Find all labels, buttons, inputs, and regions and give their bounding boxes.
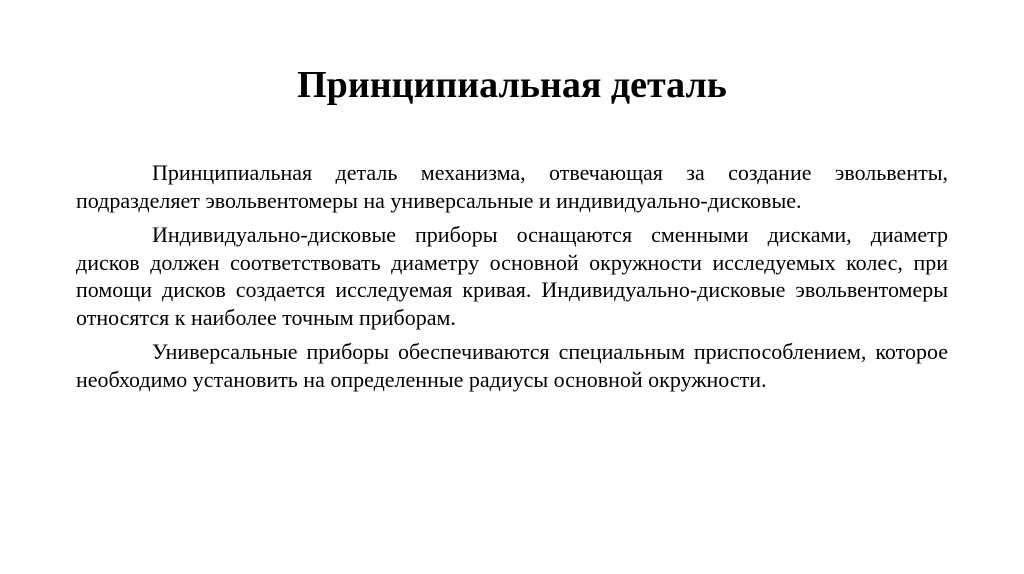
paragraph-principal-part: Принципиальная деталь механизма, отвечающая за создание эвольвенты, подразделяет эвольвентомеры на универсальные и индивидуально-дисковые. <box>76 160 948 213</box>
slide-title: Принципиальная деталь <box>297 64 727 106</box>
slide-body <box>76 159 948 400</box>
paragraph-individual-disc: Индивидуально-дисковые приборы оснащаются сменными дисками, диаметр дисков должен соответствовать диаметру основной окружности исследуемых колес, при помощи дисков создается исследуемая кривая. Индивидуально-дисковые эвольвентомеры относятся к наиболее точным приборам. <box>76 222 948 330</box>
paragraph-universal: Универсальные приборы обеспечиваются специальным приспособлением, которое необходимо установить на определенные радиусы основной окружности. <box>76 339 948 392</box>
